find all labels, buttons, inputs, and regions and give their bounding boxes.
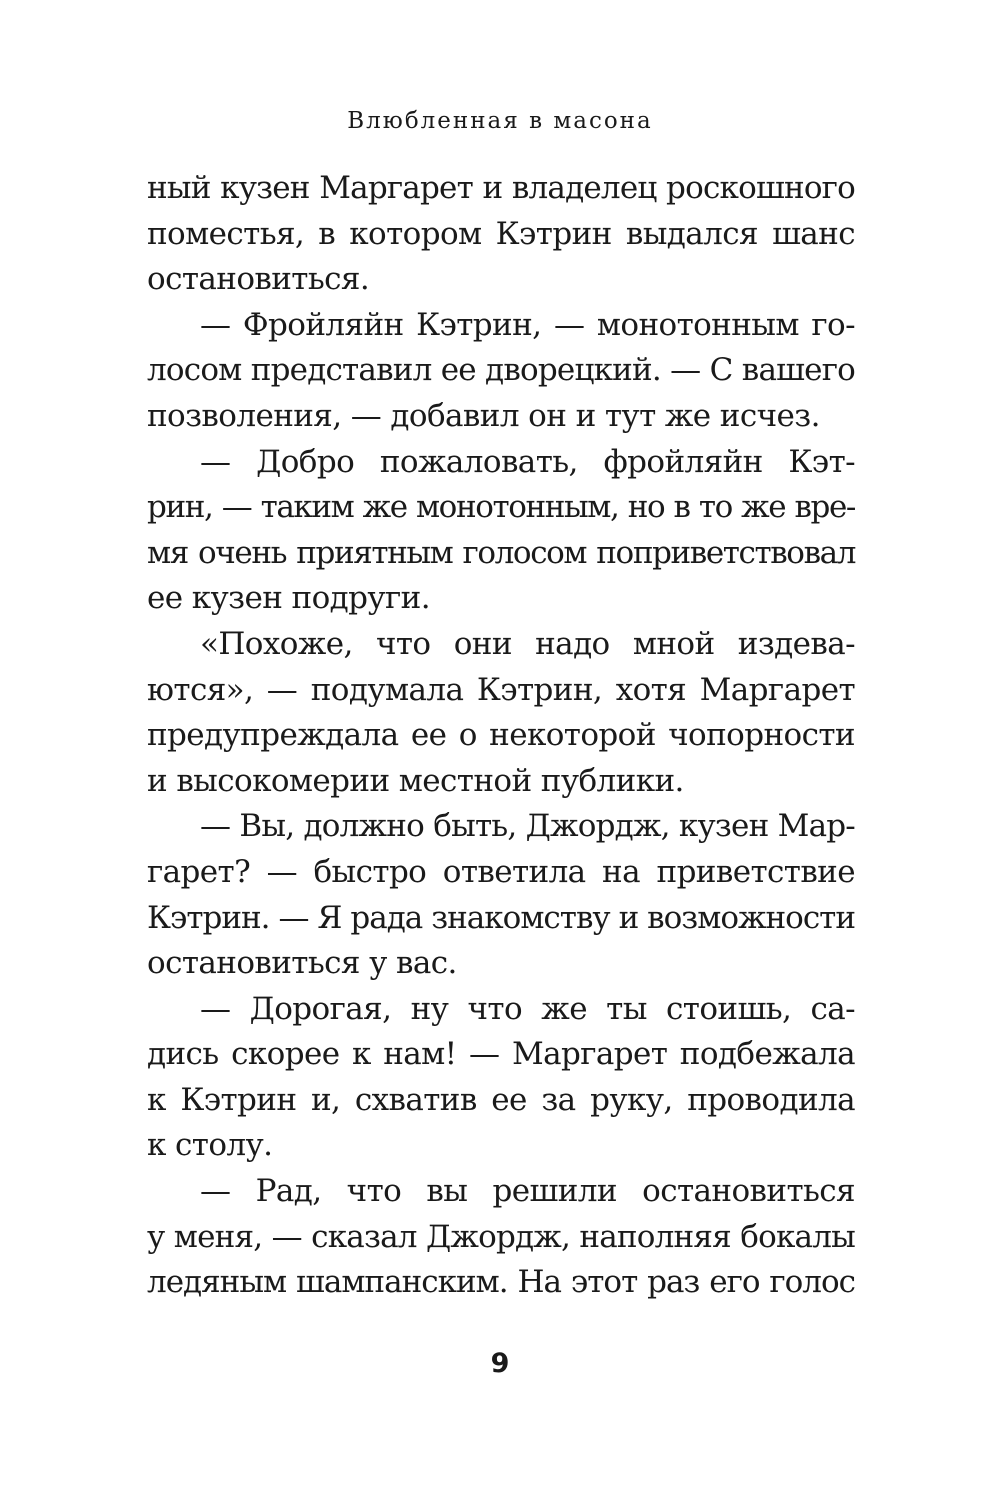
text-line: Кэтрин. — Я рада знакомству и возможности — [147, 899, 855, 936]
text-line: гарет? — быстро ответила на приветствие — [147, 853, 855, 890]
text-line: у меня, — сказал Джордж, наполняя бокалы — [147, 1218, 855, 1255]
text-line: — Добро пожаловать, фройляйн Кэт- — [200, 443, 855, 480]
text-line: к столу. — [147, 1127, 273, 1164]
body-text — [147, 166, 855, 1306]
text-line: ледяным шампанским. На этот раз его голос — [147, 1264, 855, 1301]
text-line: предупреждала ее о некоторой чопорности — [147, 717, 855, 754]
text-line: и высокомерии местной публики. — [147, 762, 684, 799]
running-head: Влюбленная в масона — [347, 108, 653, 134]
text-line: — Фройляйн Кэтрин, — монотонным го- — [200, 306, 855, 343]
text-line: ее кузен подруги. — [147, 580, 430, 617]
text-line: «Похоже, что они надо мной издева- — [200, 625, 855, 662]
text-line: рин, — таким же монотонным, но в то же вре- — [147, 489, 855, 526]
text-line: поместья, в котором Кэтрин выдался шанс — [147, 215, 855, 252]
text-line: позволения, — добавил он и тут же исчез. — [147, 397, 820, 434]
text-line: лосом представил ее дворецкий. — С вашего — [147, 352, 855, 389]
text-line: остановиться у вас. — [147, 945, 457, 982]
text-line: дись скорее к нам! — Маргарет подбежала — [147, 1036, 855, 1073]
text-line: остановиться. — [147, 261, 370, 298]
text-line: — Рад, что вы решили остановиться — [200, 1173, 855, 1210]
text-line: ный кузен Маргарет и владелец роскошного — [147, 170, 855, 206]
text-line: — Дорогая, ну что же ты стоишь, са- — [200, 990, 855, 1027]
text-line: ются», — подумала Кэтрин, хотя Маргарет — [147, 671, 855, 708]
text-line: — Вы, должно быть, Джордж, кузен Мар- — [200, 808, 855, 845]
text-line: к Кэтрин и, схватив ее за руку, проводила — [147, 1081, 855, 1118]
page-number: 9 — [490, 1348, 510, 1379]
text-line: мя очень приятным голосом поприветствовал — [147, 534, 855, 571]
